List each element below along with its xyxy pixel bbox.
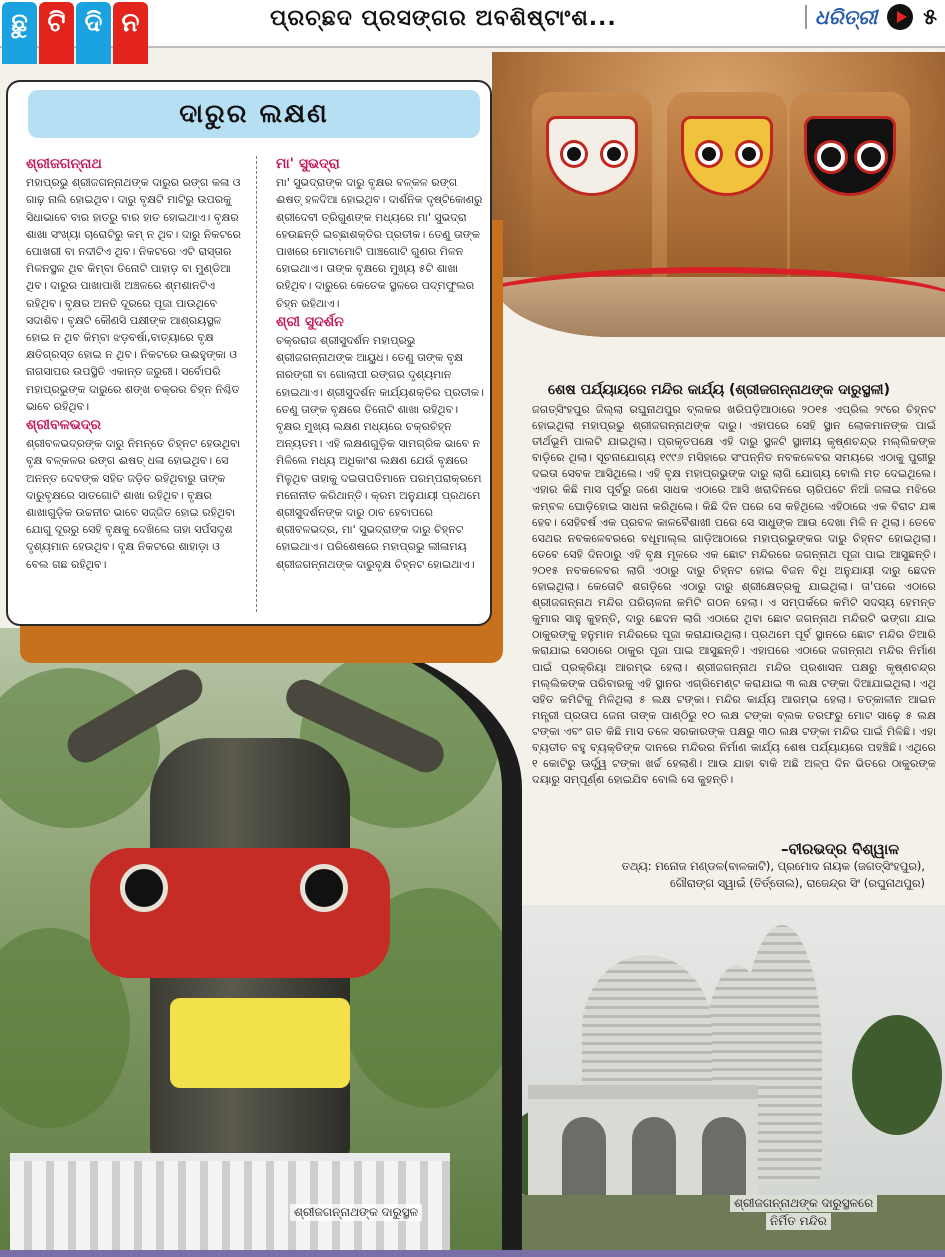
info-column-left <box>26 154 242 573</box>
deities-sand-art-photo <box>492 52 945 337</box>
section-logo <box>2 2 148 64</box>
section-logo-tile: ଛୁ <box>2 2 37 64</box>
section-logo-tile: ଟି <box>39 2 74 64</box>
deity-figure-balabhadra <box>532 92 652 282</box>
deity-figure-jagannath <box>790 92 910 282</box>
play-icon <box>887 4 913 30</box>
article-body: ଜଗତ୍‌ସିଂହପୁର ଜିଲ୍ଲା ରଘୁନାଥପୁର ବ୍ଲକର ଖରିପଡ଼ିଆଠାରେ ୨୦୧୫ ଏପ୍ରିଲ ୨୯ରେ ଚିହ୍ନଟ ହୋଇଥିଲା ମହାପ୍ରଭୁ ଶ୍ରୀଜଗନ୍ନାଥଙ୍କ ଦାରୁ। ଏହାପରେ ସେହି ସ୍ଥାନ ଲୋକମାନଙ୍କ ପାଇଁ ତୀର୍ଥଭୂମି ପାଲଟି ଯାଇଥିଲା। ପ୍ରକୃତପକ୍ଷେ ଏହି ଦାରୁ ସ୍ଥଳଟି ସ୍ଥାନୀୟ କୃଷ୍ଣଚନ୍ଦ୍ର ମଲ୍ଲିକଙ୍କ ବାଡ଼ିରେ ଥିଲା। ସୂଚନାଯୋଗ୍ୟ ୧୯୯୬ ମସିହାରେ ସଂପନ୍ନିତ ନବକଳେବର ସମୟରେ ଏଠାକୁ ପୁରୀରୁ ଦଇତା ସେବକ ଆସିଥିଲେ। ଏହି ବୃକ୍ଷ ମହାପ୍ରଭୁଙ୍କ ଦାରୁ ଲାଗି ଯୋଗ୍ୟ ବୋଲି ମତ ଦେଇଥିଲେ। ଏହାର କିଛି ମାସ ପୂର୍ବରୁ ଜଣେ ସାଧକ ଏଠାରେ ଆସି ଖରାଦିନରେ ଚାରିପଟେ ନିଆଁ ଜଳାଇ ମଝିରେ କମ୍ବଳ ଘୋଡ଼ିହୋଇ ସାଧନା କରିଥିଲେ। କିଛି ଦିନ ପରେ ସେ କହିଥିଲେ ଏହିଠାରେ ଏକ ବିରାଟ ଯଜ୍ଞ ହେବ। ସେହିବର୍ଷ ଏକ ପ୍ରବଳ କାଳବୈଶାଖୀ ପରେ ସେ ସାଧୁଙ୍କ ଆଉ ଦେଖା ମିଳି ନ ଥିଲା। ତେବେ ସେଥର ନବକଳେବରରେ ବଧୂମାଲ୍ଲ ଗାଡ଼ିଆଠାରେ ମହାପ୍ରଭୁଙ୍କର ଦାରୁ ଚିହ୍ନଟ ହୋଇଥିଲା। ତେବେ ସେହି ଦିନଠାରୁ ଏହି ବୃକ୍ଷ ମୂଳରେ ଏକ ଛୋଟ ମନ୍ଦିରରେ ଜଗନ୍ନାଥ ପୂଜା ପାଇ ଆସୁଛନ୍ତି। ୨୦୧୫ ନବକଳେବର ଲାଗି ଏଠାରୁ ଦାରୁ ଚିହ୍ନଟ ହୋଇ ବିଜନ ବିଧି ଅନୁଯାୟୀ ଦାରୁ ଛେଦନ ହୋଇଥିଲା। କେତୋଟି ଶଗଡ଼ିରେ ଏଠାରୁ ଦାରୁ ଶ୍ରୀକ୍ଷେତ୍ରକୁ ଯାଇଥିଲା। ତା'ପରେ ଏଠାରେ ଶ୍ରୀଜଗନ୍ନାଥ ମନ୍ଦିର ପରିଚାଳନା କମିଟି ଗଠନ ହେଲା। ଏ ସମ୍ପର୍କରେ କମିଟି ସଦସ୍ୟ ହେମନ୍ତ କୁମାର ସାହୁ କୁହନ୍ତି, ଦାରୁ ଛେଦନ ଲାଗି ଏଠାରେ ଥିବା ଛୋଟ ଜଗନ୍ନାଥ ମନ୍ଦିରଟି ଭଙ୍ଗା ଯାଇ ଠାକୁରଙ୍କୁ ହନୁମାନ ମନ୍ଦିରରେ ପୂଜା କରାଯାଉଥିଲା। ପ୍ରଥମେ ପୂର୍ବ ସ୍ଥାନରେ ଛୋଟ ମନ୍ଦିର ତିଆରି କରାଯାଇ ସେଠାରେ ଠାକୁର ପୂଜା ପାଇ ଆସୁଛନ୍ତି। ଏହାପରେ ଏଠାରେ ଜଗନ୍ନାଥ ମନ୍ଦିର ନିର୍ମାଣ ପାଇଁ ପ୍ରକ୍ରିୟା ଆରମ୍ଭ ହେଲା। ଶ୍ରୀଜଗନ୍ନାଥ ମନ୍ଦିର ପ୍ରଶାସନ ପକ୍ଷରୁ କୃଷ୍ଣଚନ୍ଦ୍ର ମଲ୍ଲିକଙ୍କ ପରିବାରକୁ ଏହି ସ୍ଥାନର ଏଗ୍ରିମେଣ୍ଟ କରାଯାଇ ୩ ଲକ୍ଷ ଟଙ୍କା ଦିଆଯାଇଥିଲା। ଏଥି ସହିତ କମିଟିକୁ ମିଳିଥିଲା ୫ ଲକ୍ଷ ଟଙ୍କା। ମନ୍ଦିର କାର୍ଯ୍ୟ ଆରମ୍ଭ ହେଲା। ତତ୍କାଳୀନ ଆଇନ ମନ୍ତ୍ରୀ ପ୍ରତାପ ଜେନା ତାଙ୍କ ପାଣ୍ଠିରୁ ୧୦ ଲକ୍ଷ ଟଙ୍କା ବ୍ଲକ ତରଫରୁ ମୋଟ ସାଢ଼େ ୫ ଲକ୍ଷ ଟଙ୍କା ଏବଂ ଗତ କିଛି ମାସ ତଳେ ସରକାରଙ୍କ ପକ୍ଷରୁ ୩୦ ଲକ୍ଷ ଟଙ୍କା ମନ୍ଦିର ପାଇଁ ମିଳିଛି। ଏହା ବ୍ୟତୀତ ବହୁ ବ୍ୟକ୍ତିଙ୍କ ଦାନରେ ମନ୍ଦିରର ନିର୍ମାଣ କାର୍ଯ୍ୟ ଶେଷ ପର୍ଯ୍ୟାୟରେ ପହଞ୍ଚିଛି। ଏଥିରେ ୧ କୋଟିରୁ ଊର୍ଦ୍ଧ୍ୱ ଟଙ୍କା ଖର୍ଚ୍ଚ ହେଲାଣି। ଆଉ ଯାହା ବାକି ଅଛି ଅଳ୍ପ ଦିନ ଭିତରେ ଠାକୁରଙ୍କ ଦୟାରୁ ସମ୍ପୂର୍ଣ୍ଣ ହୋଇଯିବ ବୋଲି ସେ କୁହନ୍ତି। <box>532 403 936 787</box>
daru-characteristics-box <box>6 80 492 626</box>
temple-photo-caption-line2: ନିର୍ମିତ ମନ୍ଦିର <box>766 1213 831 1230</box>
section-logo-tile: ନ <box>113 2 148 64</box>
section-heading-subhadra: ମା' ସୁଭଦ୍ରା <box>276 156 340 172</box>
article-headline: ଶେଷ ପର୍ଯ୍ୟାୟରେ ମନ୍ଦିର କାର୍ଯ୍ୟ (ଶ୍ରୀଜଗନ୍ନାଥଙ୍କ ଦାରୁସ୍ଥଳୀ) <box>548 382 891 398</box>
page-headline: ପ୍ରଚ୍ଛଦ ପ୍ରସଙ୍ଗର ଅବଶିଷ୍ଟାଂଶ... <box>270 6 617 31</box>
info-column-right <box>276 154 484 573</box>
bottom-strip <box>0 1250 945 1257</box>
temple-photo-caption-line1: ଶ୍ରୀଜଗନ୍ନାଥଙ୍କ ଦାରୁସ୍ଥଳରେ <box>730 1195 877 1212</box>
section-heading-jagannath: ଶ୍ରୀଜଗନ୍ନାଥ <box>26 156 102 172</box>
page-number: ୫ <box>923 4 937 30</box>
daru-tree-photo <box>0 628 522 1257</box>
brand-logo: ଧରିତ୍ରୀ <box>805 5 877 29</box>
masthead-right <box>805 4 937 30</box>
section-logo-tile: ଦି <box>76 2 111 64</box>
section-text-balabhadra: ଶ୍ରୀବଳଭଦ୍ରଙ୍କ ଦାରୁ ନିମନ୍ତେ ଚିହ୍ନଟ ହେଉଥିବା ବୃକ୍ଷ ବଳ୍କଳର ରଙ୍ଗ ଈଷତ୍ ଧଳା ହୋଇଥିବ। ସେ ଅନନ୍ତ ଦେବଙ୍କ ସହିତ ଜଡ଼ିତ ରହିଥିବାରୁ ତାଙ୍କ ଦାରୁବୃକ୍ଷରେ ସାତଗୋଟି ଶାଖା ରହିଥିବ। ବୃକ୍ଷର ଶାଖାଗୁଡ଼ିକ ଉଚ୍ଚନୀଚ ଭାବେ ସଜ୍ଜିତ ହୋଇ ରହିଥିବା ଯୋଗୁ ଦୂରରୁ ସେହି ବୃକ୍ଷକୁ ଦେଖିଲେ ତାହା ସର୍ପସଦୃଶ ଦୃଶ୍ୟମାନ ହେଉଥିବ। ବୃକ୍ଷ ନିକଟରେ ଶାହାଡ଼ା ଓ ବେଲ ଗଛ ରହିଥିବ। <box>26 437 241 571</box>
section-heading-balabhadra: ଶ୍ରୀବଳଭଦ୍ର <box>26 417 101 434</box>
section-text-subhadra: ମା' ସୁଭଦ୍ରାଙ୍କ ଦାରୁ ବୃକ୍ଷର ବଳ୍କଳ ରଙ୍ଗ ଈଷତ୍ ହଳଦିଆ ହୋଇଥିବ। ଦାର୍ଶନିକ ଦୃଷ୍ଟିକୋଣରୁ ଶ୍ରୀଦେବୀ ତ୍ରିଗୁଣଙ୍କ ମଧ୍ୟରେ ମା' ସୁଭଦ୍ରା ହେଉଛନ୍ତି ଇଚ୍ଛାଶକ୍ତିର ପ୍ରତୀକ। ତେଣୁ ତାଙ୍କ ପାଖରେ ମୋଟାମୋଟି ପାଞ୍ଚଗୋଟି ଗୁଣର ମିଳନ ହୋଇଥାଏ। ତାଙ୍କ ବୃକ୍ଷରେ ମୁଖ୍ୟ ୫ଟି ଶାଖା ରହିଥିବ। ଦାରୁରେ କେତେକ ସ୍ଥଳରେ ପଦ୍ମଫୁଲର ଚିହ୍ନ ରହିଥାଏ। <box>276 176 483 310</box>
masthead <box>0 0 945 48</box>
section-text-jagannath: ମହାପ୍ରଭୁ ଶ୍ରୀଜଗନ୍ନାଥଙ୍କ ଦାରୁର ରଙ୍ଗ କଳା ଓ ଗାଢ଼ ନାଲି ହୋଇଥିବ। ଦାରୁ ବୃକ୍ଷଟି ମାଟିରୁ ଉପରକୁ ସିଧାଭାବେ ବାର ହାତରୁ ବାର ହାତ ହୋଇଥାଏ। ବୃକ୍ଷର ଶାଖା ସଂଖ୍ୟା ଚାରୋଟିରୁ କମ୍ ନ ଥିବ। ଦାରୁ ନିକଟରେ ପୋଖରୀ ବା ନଦୀଟିଏ ଥିବ। ନିକଟରେ ଏଟି ରାସ୍ତାର ମିଳନସ୍ଥଳ ଥିବ କିମ୍ବା ତିନୋଟି ପାହାଡ଼ ବା ମୁଣ୍ଡିଆ ଥିବ। ଦାରୁର ପାଖାପାଖି ଅଞ୍ଚଳରେ ଶ୍ମଶାନଟିଏ ରହିଥିବ। ବୃକ୍ଷର ଅନତି ଦୂରରେ ପୂଜା ପାଉଥିବେ ସଦାଶିବ। ବୃକ୍ଷଟି କୌଣସି ପକ୍ଷୀଙ୍କ ଆଶ୍ରୟସ୍ଥଳ ହୋଇ ନ ଥିବ କିମ୍ବା ଝଡ଼ବର୍ଷା,ବାତ୍ୟାରେ ବୃକ୍ଷ କ୍ଷତିଗ୍ରସ୍ତ ହୋଇ ନ ଥିବ। ନିକଟରେ ଉଈହୁଙ୍କା ଓ ନାଗସାପର ଉପସ୍ଥିତି ଏକାନ୍ତ ଜରୁରୀ। ସର୍ବୋପରି ମହାପ୍ରଭୁଙ୍କ ଦାରୁରେ ଶଙ୍ଖ ଚକ୍ରର ଚିହ୍ନ ନିଶ୍ଚିତ ଭାବେ ରହିଥିବ। <box>26 176 241 413</box>
column-divider <box>256 156 257 612</box>
temple-photo <box>522 905 945 1255</box>
article-author: –ବୀରଭଦ୍ର ବିଶ୍ୱାଳ <box>781 840 900 858</box>
section-heading-sudarshan: ଶ୍ରୀ ସୁଦର୍ଶନ <box>276 313 344 330</box>
deity-figure-subhadra <box>667 92 787 282</box>
section-text-sudarshan: ଚକ୍ରରାଜ ଶ୍ରୀସୁଦର୍ଶନ ମହାପ୍ରଭୁ ଶ୍ରୀଜଗନ୍ନାଥଙ୍କ ଆୟୁଧ। ତେଣୁ ତାଙ୍କ ବୃକ୍ଷ ନାରଙ୍ଗୀ ବା ଗୋଲାପୀ ରଙ୍ଗର ଦୃଶ୍ୟମାନ ହୋଇଥାଏ। ଶ୍ରୀସୁଦର୍ଶନ କାର୍ଯ୍ୟଶକ୍ତିର ପ୍ରତୀକ। ତେଣୁ ତାଙ୍କ ବୃକ୍ଷରେ ତିନୋଟି ଶାଖା ରହିଥିବ। ବୃକ୍ଷର ମୁଖ୍ୟ ଲକ୍ଷଣ ମଧ୍ୟରେ ଚକ୍ରଚିହ୍ନ ଅନ୍ୟତମ। ଏହି ଲକ୍ଷଣଗୁଡ଼ିକ ସାମଗ୍ରିକ ଭାବେ ନ ମିଳିଲେ ମଧ୍ୟ ଅଧିକାଂଶ ଲକ୍ଷଣ ଯେଉଁ ବୃକ୍ଷରେ ମିଳୁଥିବ ତାହାକୁ ଦଇତାପତିମାନେ ପରମ୍ପରାକ୍ରମେ ମନୋନୀତ କରିଥାନ୍ତି। କ୍ରମ ଅନୁଯାୟୀ ପ୍ରଥମେ ଶ୍ରୀସୁଦର୍ଶନଙ୍କ ଦାରୁ ଠାବ ହେବାପରେ ଶ୍ରୀବଳଭଦ୍ର, ମା' ସୁଭଦ୍ରାଙ୍କ ଦାରୁ ଚିହ୍ନଟ ହୋଇଥାଏ। ପରିଶେଷରେ ମହାପ୍ରଭୁ ଲୀଳାମୟ ଶ୍ରୀଜଗନ୍ନାଥଙ୍କ ଦାରୁବୃକ୍ଷ ଚିହ୍ନଟ ହୋଇଥାଏ। <box>276 334 484 571</box>
article-source-credits: ତଥ୍ୟ: ମନୋଜ ମଣ୍ଡଳ(ବାଳକାଟି), ପ୍ରମୋଦ ନାୟକ (ଜଗତ୍‌ସିଂହପୁର), ଗୌରାଙ୍ଗ ସ୍ୱାଇଁ (ତିର୍ତ୍ତୋଲ), ରାଜେନ୍ଦ୍ର ସିଂ (ରଘୁନାଥପୁର) <box>621 859 925 890</box>
tree-photo-caption: ଶ୍ରୀଜଗନ୍ନାଥଙ୍କ ଦାରୁସ୍ଥଳ <box>290 1204 422 1221</box>
info-box-title: ଦାରୁର ଲକ୍ଷଣ <box>28 90 480 138</box>
